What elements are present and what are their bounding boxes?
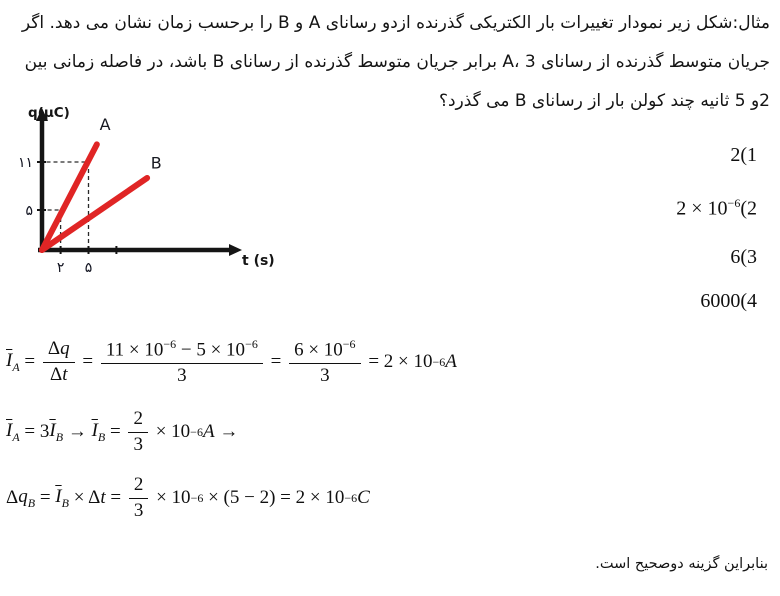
chart-svg (16, 102, 288, 298)
option-1: 2(1 (730, 144, 757, 166)
option-2: $2 \times 10^{-6}(2$ (676, 196, 757, 220)
question-line-1: مثال:شکل زیر نمودار تغییرات بار الکتریکی گذرنده ازدو رسانای A و B را برحسب زمان نشان می دهد. اگر (21, 13, 770, 33)
x-axis-arrow (229, 244, 242, 256)
x-axis-label: t (s) (242, 253, 275, 269)
option-4: 6000(4 (700, 290, 757, 312)
y-axis-label: q(μC) (28, 105, 70, 121)
y-tick-label: ۵ (25, 203, 33, 219)
charge-vs-time-chart (16, 102, 288, 298)
question-line-2: جریان متوسط گذرنده از رسانای A، 3 برابر جریان متوسط گذرنده از رسانای B باشد، در فاصله زمانی بین (24, 52, 770, 72)
series-label-B: B (150, 153, 162, 173)
series-label-A: A (99, 115, 111, 134)
formula-line-1: $\overline{I}_A$ = $\frac{\Delta q}{\Delta t}$ = $\frac{11 \times 10^{-6} - 5 \times 10^{-6}}{3}$ = $\frac{6 \times 10^{-6}}{3}$ = 2 × 10 −6 A (6, 336, 457, 386)
option-3: 6(3 (730, 246, 757, 268)
conclusion-note: بنابراین گزینه دوصحیح است. (595, 556, 768, 572)
question-line-3: 2و 5 ثانیه چند کولن بار از رسانای B می گذرد؟ (438, 91, 770, 111)
formula-line-3: Δ $q_B$ = $\overline{I}_B$ × Δ t = $\frac{2}{3}$ × 10 −6 × (5 − 2) = 2 × 10 −6 C (6, 474, 370, 521)
solution-formulas (6, 330, 646, 536)
y-tick-label: ۱۱ (17, 155, 33, 171)
x-tick-label: ۵ (84, 260, 93, 276)
x-tick-label: ۲ (56, 260, 65, 276)
formula-line-2: $\overline{I}_A$ = 3 $\overline{I}_B$ → $\overline{I}_B$ = $\frac{2}{3}$ × 10 −6 A → (6, 408, 239, 455)
